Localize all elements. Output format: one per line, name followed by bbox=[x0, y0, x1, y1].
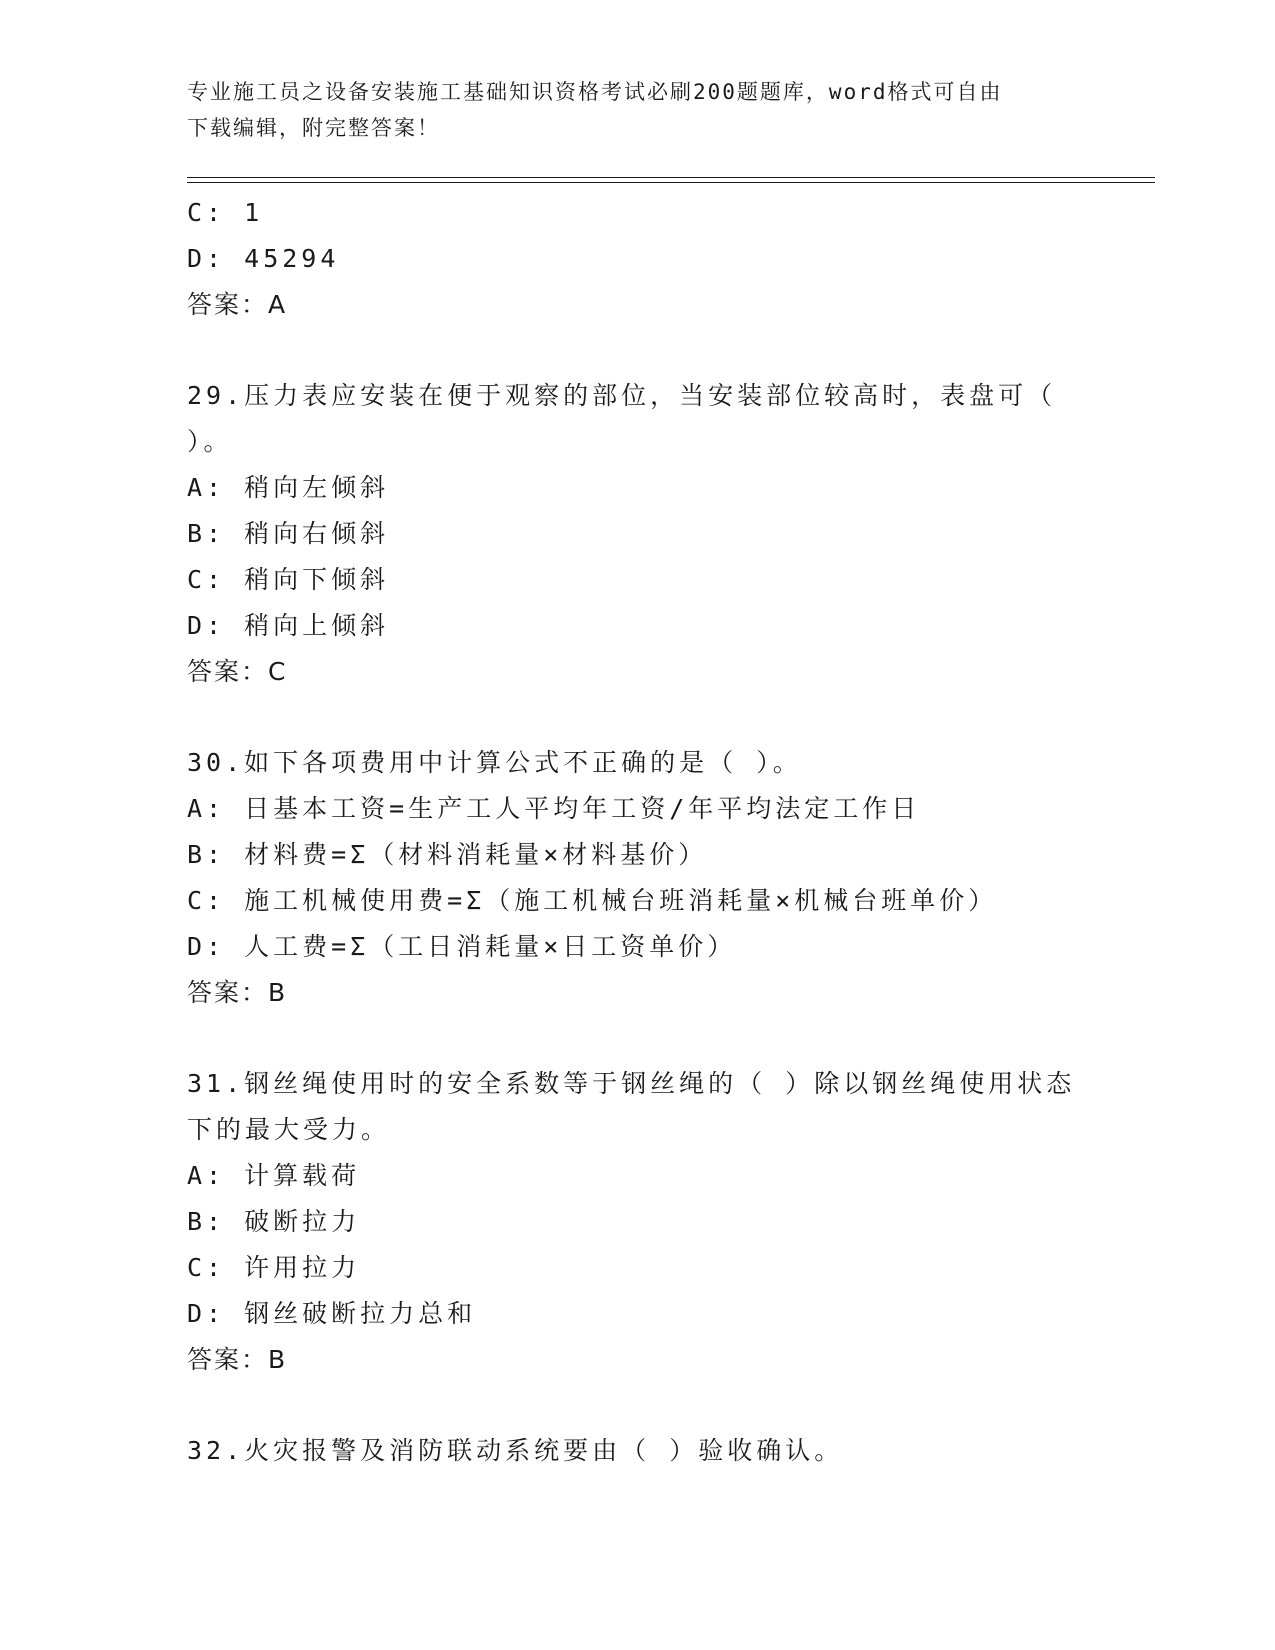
option-a: A: 稍向左倾斜 bbox=[187, 473, 390, 502]
header-divider-bottom bbox=[187, 182, 1155, 183]
question-stem: 30.如下各项费用中计算公式不正确的是（ ）。 bbox=[187, 748, 802, 777]
option-d: D: 稍向上倾斜 bbox=[187, 611, 390, 640]
question-stem: ）。 bbox=[187, 427, 233, 456]
question-stem: 下的最大受力。 bbox=[187, 1115, 391, 1144]
header-line-2: 下载编辑，附完整答案！ bbox=[187, 116, 440, 140]
answer: 答案：A bbox=[187, 290, 288, 319]
document-header bbox=[187, 74, 1087, 146]
option-c: C: 施工机械使用费=Σ（施工机械台班消耗量×机械台班单价） bbox=[187, 886, 998, 915]
question-stem: 31.钢丝绳使用时的安全系数等于钢丝绳的（ ）除以钢丝绳使用状态 bbox=[187, 1069, 1076, 1098]
option-c: C: 稍向下倾斜 bbox=[187, 565, 390, 594]
answer: 答案：B bbox=[187, 978, 288, 1007]
header-divider-top bbox=[187, 177, 1155, 178]
option-b: B: 材料费=Σ（材料消耗量×材料基价） bbox=[187, 840, 708, 869]
question-list bbox=[187, 190, 1087, 1474]
question-stem: 32.火灾报警及消防联动系统要由（ ）验收确认。 bbox=[187, 1436, 844, 1465]
question-28-tail bbox=[187, 190, 1087, 328]
answer: 答案：C bbox=[187, 657, 288, 686]
question-30 bbox=[187, 740, 1087, 1016]
header-line-1: 专业施工员之设备安装施工基础知识资格考试必刷200题题库，word格式可自由 bbox=[187, 80, 1003, 104]
option-a: A: 计算载荷 bbox=[187, 1161, 361, 1190]
option-d: D: 钢丝破断拉力总和 bbox=[187, 1299, 477, 1328]
option-d: D: 45294 bbox=[187, 244, 340, 273]
question-stem: 29.压力表应安装在便于观察的部位，当安装部位较高时，表盘可（ bbox=[187, 381, 1057, 410]
answer: 答案：B bbox=[187, 1345, 288, 1374]
option-b: B: 稍向右倾斜 bbox=[187, 519, 390, 548]
option-c: C: 1 bbox=[187, 198, 264, 227]
option-a: A: 日基本工资=生产工人平均年工资/年平均法定工作日 bbox=[187, 794, 921, 823]
question-32 bbox=[187, 1428, 1087, 1474]
question-29 bbox=[187, 373, 1087, 695]
option-d: D: 人工费=Σ（工日消耗量×日工资单价） bbox=[187, 932, 737, 961]
question-31 bbox=[187, 1061, 1087, 1383]
option-b: B: 破断拉力 bbox=[187, 1207, 361, 1236]
option-c: C: 许用拉力 bbox=[187, 1253, 361, 1282]
